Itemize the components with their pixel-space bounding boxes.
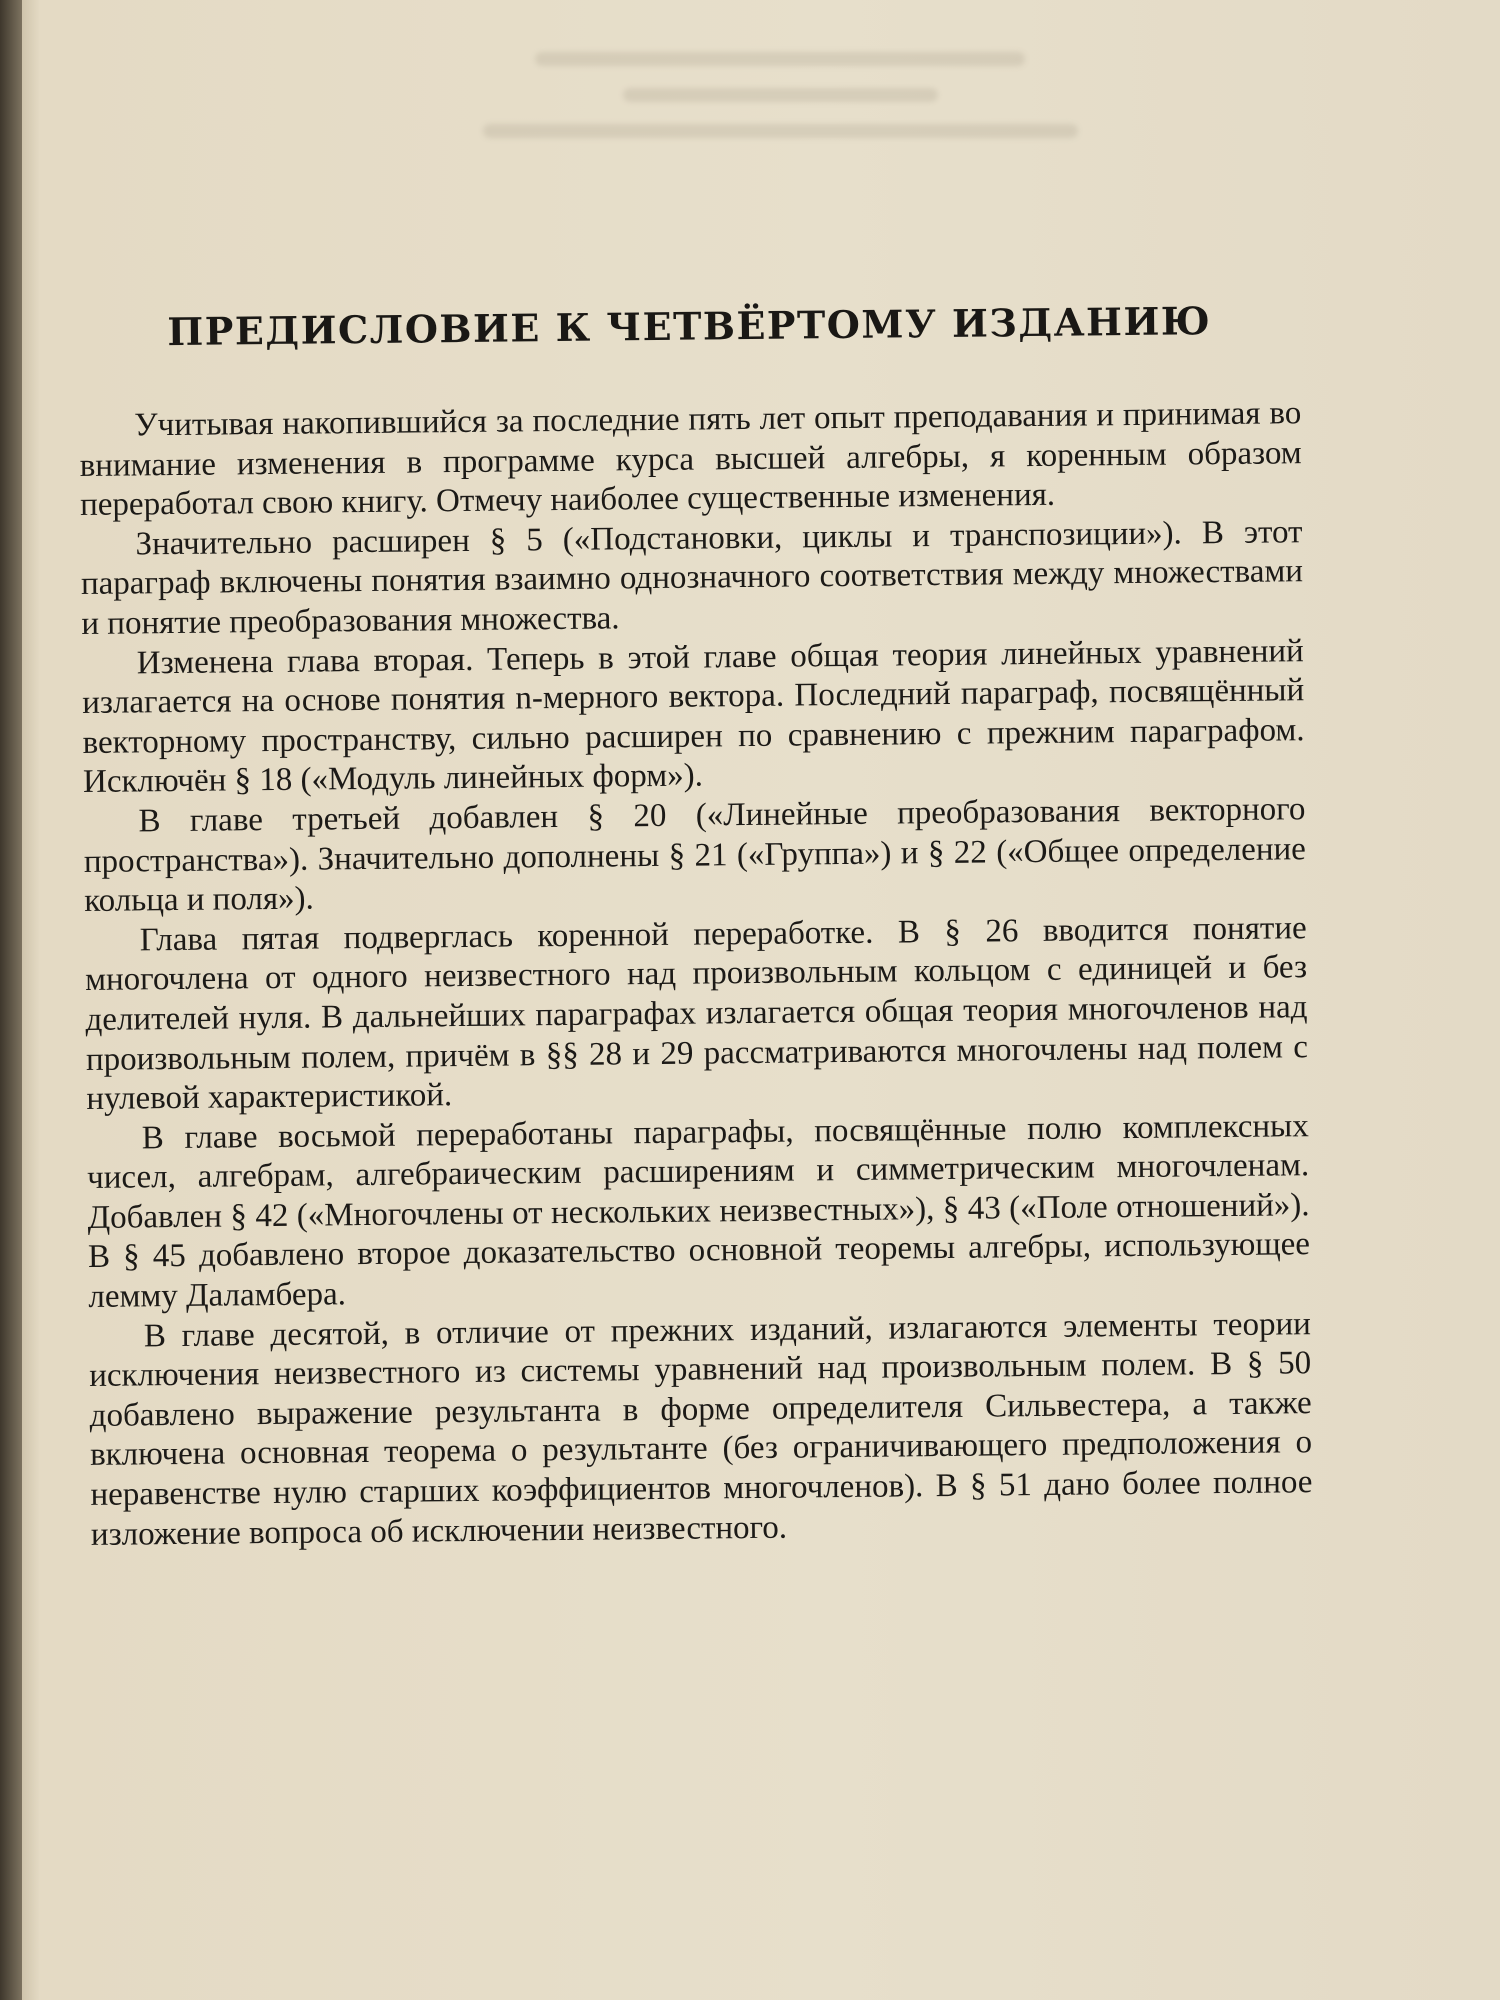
paragraph: В главе третьей добавлен § 20 («Линейные преобразования векторного пространства»). Значительно дополнены § 21 («Группа») и § 22 («Общее определение кольца и поля»). bbox=[83, 791, 1307, 920]
page-heading: ПРЕДИСЛОВИЕ К ЧЕТВЁРТОМУ ИЗДАНИЮ bbox=[167, 298, 1212, 355]
text-block bbox=[78, 287, 1313, 1555]
paragraph: Значительно расширен § 5 («Подстановки, циклы и транспозиции»). В этот параграф включены понятия взаимно однозначного соответствия между множествами и понятие преобразования множества. bbox=[80, 513, 1304, 642]
show-through-text bbox=[430, 30, 1130, 190]
paragraph: Глава пятая подверглась коренной переработке. В § 26 вводится понятие многочлена от одного неизвестного над произвольным кольцом с единицей и без делителей нуля. В дальнейших параграфах излагается общая теория многочленов над произвольным полем, причём в §§ 28 и 29 рассматриваются многочлены над полем с нулевой характеристикой. bbox=[84, 909, 1309, 1118]
book-spine-shadow bbox=[0, 0, 22, 2000]
paragraph: Изменена глава вторая. Теперь в этой главе общая теория линейных уравнений излагается на основе понятия n-мерного вектора. Последний параграф, посвящённый векторному пространству, сильно расширен по сравнению с прежним параграфом. Исключён § 18 («Модуль линейных форм»). bbox=[82, 632, 1305, 801]
paragraph: В главе десятой, в отличие от прежних изданий, излагаются элементы теории исключения неизвестного из системы уравнений над произвольным полем. В § 50 добавлено выражение результанта в форме определителя Сильвестера, а также включена основная теорема о результанте (без ограничивающего предположения о неравенстве нулю старших коэффициентов многочленов). В § 51 дано более полное изложение вопроса об исключении неизвестного. bbox=[89, 1305, 1313, 1553]
paragraph: Учитывая накопившийся за последние пять лет опыт преподавания и принимая во внимание изменения в программе курса высшей алгебры, я коренным образом переработал свою книгу. Отмечу наиболее существенные изменения. bbox=[79, 395, 1302, 524]
paragraph: В главе восьмой переработаны параграфы, посвящённые полю комплексных чисел, алгебрам, алгебраическим расширениям и симметрическим многочленам. Добавлен § 42 («Многочлены от нескольких неизвестных»), § 43 («Поле отношений»). В § 45 добавлено второе доказательство основной теоремы алгебры, использующее лемму Даламбера. bbox=[87, 1107, 1311, 1316]
